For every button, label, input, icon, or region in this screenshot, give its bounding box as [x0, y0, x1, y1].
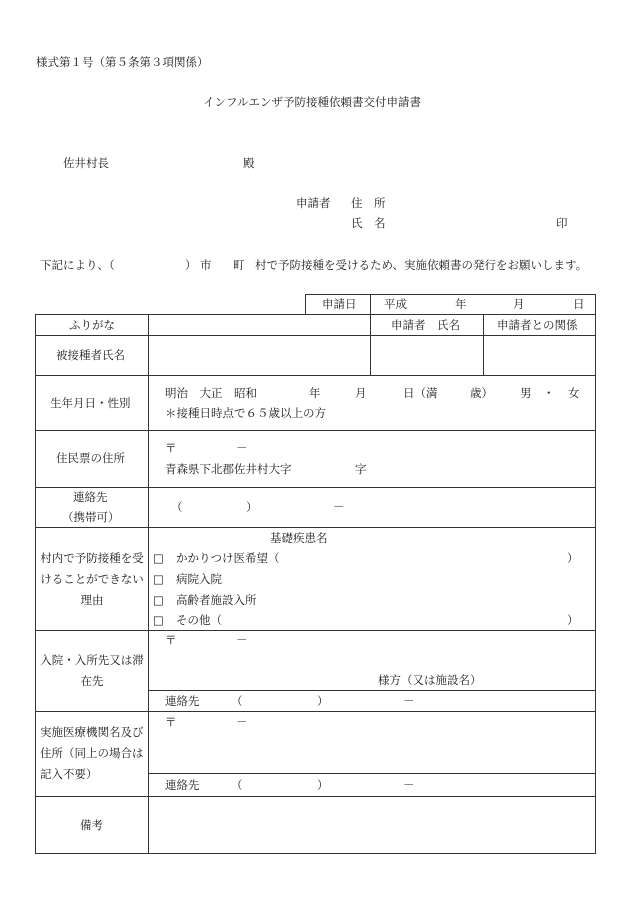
- era-label: 平成: [384, 297, 407, 311]
- reason-label: 村内で予防接種を受けることができない理由: [40, 551, 144, 607]
- name-label: 氏 名: [351, 216, 386, 230]
- contact-open-paren: （: [171, 500, 183, 514]
- rule: [35, 853, 596, 854]
- rule: [35, 430, 596, 431]
- checkbox-icon[interactable]: □: [153, 551, 164, 565]
- rule: [35, 796, 596, 797]
- rule: [35, 314, 36, 854]
- birth-label: 生年月日・性別: [50, 396, 131, 410]
- rule: [305, 294, 306, 314]
- checkbox-icon[interactable]: □: [153, 593, 164, 607]
- postal-dash: －: [236, 441, 248, 455]
- age-note: ＊接種日時点で６５歳以上の方: [165, 406, 326, 420]
- rule: [35, 630, 596, 631]
- rule: [595, 294, 596, 854]
- rule: [148, 314, 149, 854]
- statement-shi: 市: [200, 258, 212, 272]
- sex-separator: ・: [543, 386, 555, 400]
- aza-label: 字: [355, 462, 367, 476]
- clinic-label: 実施医療機関名及び住所（同上の場合は記入不要）: [40, 725, 144, 781]
- female-option: 女: [568, 386, 580, 400]
- relation-label: 申請者との関係: [497, 318, 578, 332]
- addressee: 佐井村長: [63, 156, 109, 170]
- form-title: インフルエンザ予防接種依頼書交付申請書: [203, 95, 422, 109]
- applicant-name-label: 申請者 氏名: [391, 318, 460, 332]
- clinic-postal-dash: －: [236, 715, 248, 729]
- reason-item: 高齢者施設入所: [176, 593, 257, 607]
- checkbox-icon[interactable]: □: [153, 613, 164, 627]
- rule: [35, 375, 596, 376]
- stay-dash: －: [403, 694, 415, 708]
- clinic-postal-mark: 〒: [165, 715, 177, 729]
- statement-close-paren: ）: [185, 258, 197, 272]
- stay-postal-dash: －: [236, 633, 248, 647]
- year-label: 年: [455, 297, 467, 311]
- birth-month: 月: [355, 386, 367, 400]
- furigana-label: ふりがな: [69, 318, 115, 332]
- rule: [148, 773, 596, 774]
- reason-close-paren: ）: [567, 613, 579, 627]
- reason-item: 病院入院: [176, 572, 222, 586]
- statement-machi: 町: [233, 258, 245, 272]
- statement-prefix: 下記により、（: [40, 258, 115, 272]
- stay-close-paren: ）: [317, 694, 329, 708]
- resident-address-label: 住民票の住所: [56, 451, 125, 465]
- application-date-label: 申請日: [322, 297, 357, 311]
- month-label: 月: [513, 297, 525, 311]
- patient-name-label: 被接種者氏名: [56, 348, 125, 362]
- clinic-open-paren: （: [231, 778, 243, 792]
- clinic-close-paren: ）: [317, 778, 329, 792]
- birth-eras: 明治 大正 昭和: [165, 386, 257, 400]
- rule: [35, 487, 596, 488]
- village-address: 青森県下北郡佐井村大字: [165, 462, 292, 476]
- stay-postal-mark: 〒: [165, 633, 177, 647]
- contact-label: 連絡先: [73, 490, 108, 504]
- rule: [148, 690, 596, 691]
- remarks-label: 備考: [80, 818, 103, 832]
- rule: [35, 314, 596, 315]
- age-unit: 歳）: [470, 386, 493, 400]
- statement-suffix: 村で予防接種を受けるため、実施依頼書の発行をお願いします。: [255, 258, 588, 272]
- postal-mark: 〒: [165, 441, 177, 455]
- form-number: 様式第１号（第５条第３項関係）: [36, 55, 209, 69]
- reason-title: 基礎疾患名: [270, 531, 328, 545]
- male-option: 男: [520, 386, 532, 400]
- stay-label: 入院・入所先又は滞在先: [40, 653, 144, 688]
- birth-year: 年: [309, 386, 321, 400]
- clinic-contact-label: 連絡先: [165, 778, 200, 792]
- stay-suffix: 様方（又は施設名）: [378, 673, 482, 687]
- contact-dash: －: [333, 500, 345, 514]
- rule: [305, 294, 596, 295]
- contact-close-paren: ）: [246, 500, 258, 514]
- reason-item: その他（: [176, 613, 222, 627]
- rule: [35, 711, 596, 712]
- stay-open-paren: （: [231, 694, 243, 708]
- rule: [370, 294, 371, 375]
- applicant-label: 申請者: [296, 196, 331, 210]
- honorific: 殿: [243, 156, 255, 170]
- clinic-dash: －: [403, 778, 415, 792]
- reason-close-paren: ）: [567, 551, 579, 565]
- stay-contact-label: 連絡先: [165, 694, 200, 708]
- address-label: 住 所: [351, 196, 386, 210]
- birth-day-age: 日（満: [403, 386, 438, 400]
- day-label: 日: [573, 297, 585, 311]
- rule: [35, 527, 596, 528]
- checkbox-icon[interactable]: □: [153, 572, 164, 586]
- rule: [35, 335, 596, 336]
- contact-mobile-label: （携帯可）: [62, 510, 120, 524]
- rule: [483, 314, 484, 375]
- seal-mark: 印: [556, 216, 568, 230]
- reason-item: かかりつけ医希望（: [176, 551, 280, 565]
